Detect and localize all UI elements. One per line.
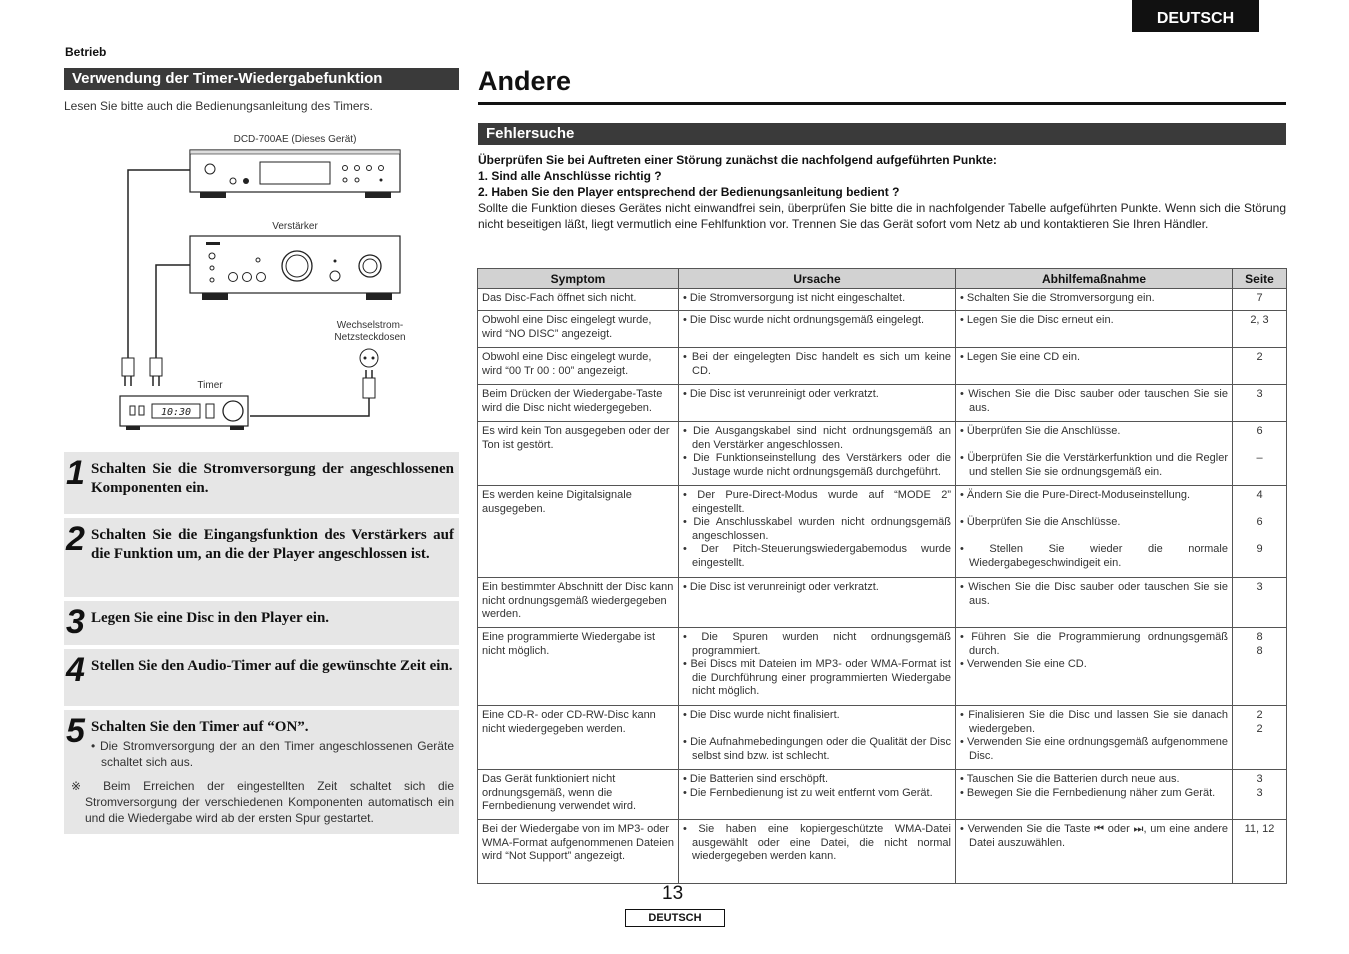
cell-spacer [683,723,951,737]
page-number: 13 [662,883,684,904]
symptom-cell [478,628,679,706]
step-1 [64,452,459,514]
table-header-row [478,269,1287,289]
cause-item: • Bei Discs mit Dateien im MP3- oder WMA-Format ist die Durchführung einer programmierten Wiedergabe nicht möglich. [683,658,951,698]
symptom-text: Beim Drücken der Wiedergabe-Taste wird die Disc nicht wiedergegeben. [482,388,663,414]
cause-item: • Die Disc wurde nicht ordnungsgemäß eingelegt. [683,314,925,326]
running-head: Betrieb [65,45,107,59]
symptom-cell [478,820,679,884]
cause-cell [679,706,956,770]
cause-item: • Die Ausgangskabel sind nicht ordnungsgemäß an den Verstärker angeschlossen. [683,425,951,451]
cause-item: • Die Aufnahmebedingungen oder die Qualität der Disc selbst sind bzw. ist schlecht. [683,736,951,762]
remedy-item: • Verwenden Sie eine ordnungsgemäß aufgenommene Disc. [960,736,1228,762]
page-cell [1233,385,1287,422]
step-text: Legen Sie eine Disc in den Player ein. [91,610,330,626]
page-ref: 6 [1256,516,1263,529]
page-cell [1233,311,1287,348]
page-ref: 3 [1256,388,1263,400]
step-text: Schalten Sie die Eingangsfunktion des Verstärkers auf die Funktion um, an die der Player angeschlossen ist. [91,527,454,562]
symptom-text: Das Disc-Fach öffnet sich nicht. [482,292,637,304]
remedy-cell [956,348,1233,385]
remedy-cell [956,289,1233,311]
wall-outlet-icon [360,349,378,367]
cause-cell [679,311,956,348]
remedy-item: • Legen Sie eine CD ein. [960,351,1081,363]
troubleshooting-intro [478,152,1286,232]
table-row [478,422,1287,486]
cause-cell [679,578,956,628]
remedy-item: • Legen Sie die Disc erneut ein. [960,314,1114,326]
symptom-text: Eine CD-R- oder CD-RW-Disc kann nicht wiedergegeben werden. [482,709,656,735]
page-cell [1233,348,1287,385]
remedy-item: • Verwenden Sie eine CD. [960,658,1087,671]
troubleshooting-section-title: Fehlersuche [478,123,1286,145]
page-ref: – [1256,452,1263,465]
amplifier-illustration [190,236,400,300]
page-ref: 2, 3 [1250,314,1269,326]
table-row [478,706,1287,770]
remedy-cell [956,628,1233,706]
steps-list [64,452,459,838]
cause-cell [679,770,956,820]
cause-cell [679,348,956,385]
page-ref: 4 [1256,489,1263,501]
remedy-item: • Wischen Sie die Disc sauber oder tauschen Sie sie aus. [960,388,1228,414]
page-ref: 3 [1256,773,1263,785]
power-plug-icon [122,358,134,386]
step-2 [64,518,459,597]
symptom-text: Es wird kein Ton ausgegeben oder der Ton ist gestört. [482,425,670,451]
remedy-cell [956,311,1233,348]
cause-cell [679,486,956,578]
step-number: 1 [66,454,85,492]
page-ref: 3 [1256,786,1263,799]
step-number: 5 [66,712,85,750]
timer-section-title: Verwendung der Timer-Wiedergabefunktion [64,68,459,90]
footer-language: DEUTSCH [625,909,725,927]
symptom-text: Obwohl eine Disc eingelegt wurde, wird “NO DISC” angezeigt. [482,314,652,340]
symptom-text: Das Gerät funktioniert nicht ordnungsgemäß, wenn die Fernbedienung verwendet wird. [482,773,637,813]
page-cell [1233,486,1287,578]
step-3 [64,601,459,645]
page-ref: 9 [1256,543,1263,556]
timer-display: 10:30 [160,407,192,418]
remedy-item: • Schalten Sie die Stromversorgung ein. [960,292,1155,304]
cause-cell [679,385,956,422]
step-number: 3 [66,603,85,641]
cause-item: • Die Anschlusskabel wurden nicht ordnungsgemäß angeschlossen. [683,516,951,542]
remedy-cell [956,422,1233,486]
header-symptom: Symptom [478,269,679,289]
table-row [478,628,1287,706]
cause-cell [679,422,956,486]
page-cell [1233,770,1287,820]
page-cell [1233,422,1287,486]
symptom-cell [478,289,679,311]
remedy-item: • Tauschen Sie die Batterien durch neue aus. [960,773,1180,785]
cause-item: • Die Spuren wurden nicht ordnungsgemäß programmiert. [683,631,951,657]
page-ref: 7 [1256,292,1263,304]
cause-item: • Die Funktionseinstellung des Verstärkers oder die Justage wurde nicht ordnungsgemäß durchgeführt. [683,452,951,478]
table-row [478,348,1287,385]
remedy-item: • Führen Sie die Programmierung ordnungsgemäß durch. [960,631,1228,657]
cause-item: • Sie haben eine kopiergeschützte WMA-Datei ausgewählt oder eine Datei, die nicht normal wiedergegeben werden kann. [683,823,951,863]
symptom-text: Bei der Wiedergabe von im MP3- oder WMA-Format aufgenommenen Dateien wird “Not Support” angezeigt. [482,823,674,863]
page-cell [1233,289,1287,311]
table-row [478,820,1287,884]
outlet-label-line2: Netzsteckdosen [334,332,406,343]
symptom-text: Ein bestimmter Abschnitt der Disc kann nicht ordnungsgemäß wiedergegeben werden. [482,581,674,621]
intro-check-2: 2. Haben Sie den Player entsprechend der Bedienungsanleitung bedient ? [478,185,900,199]
page-ref: 2 [1256,722,1263,735]
cause-item: • Die Disc ist verunreinigt oder verkratzt. [683,388,879,400]
page-ref: 2 [1256,709,1263,721]
title-rule [478,102,1286,105]
symptom-cell [478,422,679,486]
language-tab: DEUTSCH [1132,0,1259,32]
remedy-cell [956,820,1233,884]
header-cause: Ursache [679,269,956,289]
intro-check-1: 1. Sind alle Anschlüsse richtig ? [478,169,662,183]
power-plug-icon [150,358,162,386]
symptom-text: Eine programmierte Wiedergabe ist nicht möglich. [482,631,656,657]
cell-spacer [1237,503,1282,517]
page-cell [1233,706,1287,770]
symptom-text: Es werden keine Digitalsignale ausgegeben. [482,489,632,515]
troubleshooting-table [477,268,1287,884]
remedy-item: • Überprüfen Sie die Anschlüsse. [960,425,1121,437]
cause-cell [679,289,956,311]
cell-spacer [960,503,1228,517]
step-remark: ※ Beim Erreichen der eingestellten Zeit schaltet sich die Stromversorgung der verschiedenen Komponenten automatisch ein und die Wiedergabe wird ab der ersten Spur gestartet. [71,779,454,825]
remedy-cell [956,486,1233,578]
step-4 [64,649,459,706]
table-row [478,289,1287,311]
remedy-item: • Ändern Sie die Pure-Direct-Moduseinstellung. [960,489,1191,501]
remedy-item: • Bewegen Sie die Fernbedienung näher zum Gerät. [960,786,1216,799]
symptom-cell [478,578,679,628]
player-label: DCD-700AE (Dieses Gerät) [233,134,357,145]
timer-label: Timer [197,380,223,391]
page-cell [1233,578,1287,628]
step-sub-note: • Die Stromversorgung der an den Timer angeschlossenen Geräte schaltet sich aus. [91,739,454,769]
symptom-cell [478,385,679,422]
cause-item: • Die Disc ist verunreinigt oder verkratzt. [683,581,879,593]
intro-heading: Überprüfen Sie bei Auftreten einer Störung zunächst die nachfolgend aufgeführten Punkte: [478,153,997,167]
cause-cell [679,820,956,884]
step-text: Schalten Sie die Stromversorgung der angeschlossenen Komponenten ein. [91,461,454,496]
step-number: 4 [66,651,85,689]
cause-cell [679,628,956,706]
page-ref: 11, 12 [1244,823,1275,835]
step-text: Stellen Sie den Audio-Timer auf die gewünschte Zeit ein. [91,658,453,674]
cause-item: • Die Batterien sind erschöpft. [683,773,829,785]
connection-diagram [110,130,430,440]
step-5 [64,710,459,834]
symptom-cell [478,770,679,820]
page-ref: 8 [1256,631,1263,643]
table-row [478,385,1287,422]
remedy-item: • Verwenden Sie die Taste ⏮ oder ⏭, um eine andere Datei auszuwählen. [960,823,1228,849]
table-row [478,770,1287,820]
cause-item: • Die Stromversorgung ist nicht eingeschaltet. [683,292,906,304]
timer-illustration [120,396,248,430]
page-ref: 6 [1256,425,1263,437]
page-cell [1233,628,1287,706]
symptom-cell [478,348,679,385]
cd-player-illustration [190,150,400,198]
table-row [478,311,1287,348]
remedy-item: • Überprüfen Sie die Anschlüsse. [960,516,1121,529]
page-ref: 8 [1256,644,1263,657]
step-text: Schalten Sie den Timer auf “ON”. [91,719,309,735]
header-remedy: Abhilfemaßnahme [956,269,1233,289]
table-row [478,486,1287,578]
timer-note: Lesen Sie bitte auch die Bedienungsanleitung des Timers. [64,99,373,113]
remedy-item: • Überprüfen Sie die Verstärkerfunktion und die Regler und stellen Sie sie ordnungsgemäß ein. [960,452,1228,478]
page-ref: 2 [1256,351,1263,363]
symptom-cell [478,311,679,348]
remedy-item: • Finalisieren Sie die Disc und lassen Sie sie danach wiedergeben. [960,709,1228,735]
page-ref: 3 [1256,581,1263,593]
page-title: Andere [478,66,572,96]
cause-item: • Der Pure-Direct-Modus wurde auf “MODE 2” eingestellt. [683,489,951,515]
symptom-cell [478,486,679,578]
intro-paragraph: Sollte die Funktion dieses Gerätes nicht einwandfrei sein, überprüfen Sie bitte die in nachfolgender Tabelle aufgeführten Punkte. Wenn sich die Störung nicht beseitigen läßt, liegt vermutlich eine Fehlfunktion vor. Trennen Sie das Gerät sofort vom Netz ab und kontaktieren Sie Ihren Händler. [478,201,1286,231]
cell-spacer [1237,530,1282,544]
symptom-text: Obwohl eine Disc eingelegt wurde, wird “00 Tr 00 : 00” angezeigt. [482,351,652,377]
remedy-cell [956,770,1233,820]
cell-spacer [960,439,1228,453]
cell-spacer [960,530,1228,544]
remedy-cell [956,385,1233,422]
page-cell [1233,820,1287,884]
power-plug-icon [363,370,375,398]
outlet-label-line1: Wechselstrom- [336,320,404,331]
cause-item: • Der Pitch-Steuerungswiedergabemodus wurde eingestellt. [683,543,951,569]
header-page: Seite [1233,269,1287,289]
cause-item: • Die Fernbedienung ist zu weit entfernt vom Gerät. [683,786,933,799]
remedy-item: • Stellen Sie wieder die normale Wiedergabegeschwindigeit ein. [960,543,1228,569]
cell-spacer [1237,439,1282,453]
cause-item: • Die Disc wurde nicht finalisiert. [683,709,840,721]
step-number: 2 [66,520,85,558]
amp-label: Verstärker [272,221,318,232]
remedy-cell [956,706,1233,770]
remedy-cell [956,578,1233,628]
remedy-item: • Wischen Sie die Disc sauber oder tauschen Sie sie aus. [960,581,1228,607]
symptom-cell [478,706,679,770]
table-row [478,578,1287,628]
cause-item: • Bei der eingelegten Disc handelt es sich um keine CD. [683,351,951,377]
